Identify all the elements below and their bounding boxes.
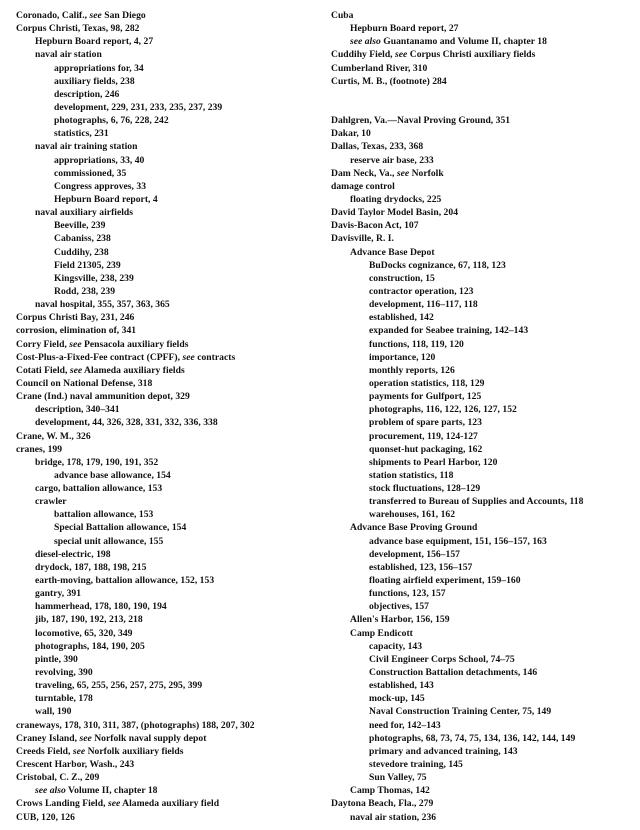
entry-text: established, 142: [369, 312, 434, 324]
entry-text: Curtis, M. B., (footnote) 284: [331, 75, 447, 87]
entry-text: operation statistics, 118, 129: [369, 377, 485, 389]
index-subentry: [16, 679, 316, 692]
index-subentry: [331, 574, 636, 587]
entry-text: construction, 15: [369, 272, 435, 284]
index-subentry: [331, 482, 636, 495]
index-subentry: [331, 285, 636, 298]
index-subentry: [16, 574, 316, 587]
index-subentry: [16, 561, 316, 574]
entry-text: Cabaniss, 238: [54, 233, 111, 245]
index-column-left: [16, 9, 316, 824]
entry-text: Cristobal, C. Z., 209: [16, 772, 100, 784]
entry-text: drydock, 187, 188, 198, 215: [35, 561, 147, 573]
entry-text: functions, 123, 157: [369, 588, 446, 600]
entry-text: floating drydocks, 225: [350, 193, 442, 205]
index-subentry: [331, 364, 636, 377]
index-subentry: [331, 692, 636, 705]
entry-text: cargo, battalion allowance, 153: [35, 483, 163, 495]
index-subentry: [331, 653, 636, 666]
entry-text: procurement, 119, 124-127: [369, 430, 478, 442]
entry-text: Hepburn Board report, 4: [54, 193, 158, 205]
entry-text: objectives, 157: [369, 601, 429, 613]
entry-text: Naval Construction Training Center, 75, 149: [369, 706, 552, 718]
index-entry: [16, 390, 316, 403]
index-entry: [331, 127, 636, 140]
index-subentry: [16, 613, 316, 626]
index-subentry: [331, 640, 636, 653]
index-entry: [331, 62, 636, 75]
entry-text: problem of spare parts, 123: [369, 417, 482, 429]
entry-text: craneways, 178, 310, 311, 387, (photographs) 188, 207, 302: [16, 719, 255, 731]
entry-text: advance base allowance, 154: [54, 469, 171, 481]
index-subentry: [331, 535, 636, 548]
index-subentry: [16, 548, 316, 561]
index-subentry: [16, 521, 316, 534]
index-subentry: [331, 430, 636, 443]
entry-text: jib, 187, 190, 192, 213, 218: [35, 614, 143, 626]
index-spacer: [331, 101, 636, 114]
index-entry: [16, 719, 316, 732]
entry-text: Norfolk auxiliary fields: [85, 745, 184, 757]
index-subentry: [16, 495, 316, 508]
index-subentry: [16, 259, 316, 272]
entry-text: traveling, 65, 255, 256, 257, 275, 295, 399: [35, 680, 203, 692]
entry-text: diesel-electric, 198: [35, 548, 111, 560]
entry-text: gantry, 391: [35, 588, 82, 600]
index-entry: [16, 324, 316, 337]
entry-text: functions, 118, 119, 120: [369, 338, 464, 350]
index-subentry: [331, 613, 636, 626]
entry-text: Guantanamo and Volume II, chapter 18: [380, 36, 547, 48]
index-subentry: [16, 180, 316, 193]
entry-text: hammerhead, 178, 180, 190, 194: [35, 601, 167, 613]
index-subentry: [16, 232, 316, 245]
index-subentry: [331, 561, 636, 574]
cross-reference-term: see also: [350, 36, 381, 48]
cross-reference-term: see: [72, 745, 86, 757]
index-entry: [16, 430, 316, 443]
index-subentry: [331, 705, 636, 718]
index-subentry: [16, 508, 316, 521]
entry-text: Camp Endicott: [350, 627, 413, 639]
entry-text: Corpus Christi, Texas, 98, 282: [16, 23, 140, 35]
cross-reference-term: see: [79, 732, 92, 744]
index-spacer: [331, 88, 636, 101]
entry-text: development, 229, 231, 233, 235, 237, 239: [54, 101, 223, 113]
index-subentry: [16, 653, 316, 666]
entry-text: Beeville, 239: [54, 220, 106, 232]
index-subentry: [16, 640, 316, 653]
index-entry: [16, 311, 316, 324]
index-subentry: [16, 48, 316, 61]
index-column-right: [331, 9, 636, 824]
index-subentry: [16, 114, 316, 127]
index-entry: [331, 180, 636, 193]
entry-text: photographs, 6, 76, 228, 242: [54, 115, 169, 127]
index-subentry: [16, 469, 316, 482]
index-subentry: [331, 246, 636, 259]
entry-text: photographs, 184, 190, 205: [35, 640, 145, 652]
index-subentry: [331, 351, 636, 364]
entry-text: Camp Thomas, 142: [350, 785, 430, 797]
index-subentry: [331, 403, 636, 416]
index-subentry: [331, 548, 636, 561]
entry-text: contractor operation, 123: [369, 285, 474, 297]
entry-text: Kingsville, 238, 239: [54, 272, 134, 284]
entry-text: damage control: [331, 180, 395, 192]
entry-text: special unit allowance, 155: [54, 535, 164, 547]
entry-text: advance base equipment, 151, 156–157, 163: [369, 535, 547, 547]
index-subentry: [16, 416, 316, 429]
entry-text: naval auxiliary airfields: [35, 207, 134, 219]
index-subentry: [331, 745, 636, 758]
index-subentry: [16, 784, 316, 797]
index-entry: [16, 811, 316, 824]
entry-text: turntable, 178: [35, 693, 93, 705]
entry-text: commissioned, 35: [54, 167, 127, 179]
entry-text: appropriations, 33, 40: [54, 154, 145, 166]
entry-text: need for, 142–143: [369, 719, 441, 731]
index-subentry: [331, 679, 636, 692]
entry-text: established, 123, 156–157: [369, 561, 473, 573]
index-subentry: [16, 692, 316, 705]
index-entry: [16, 771, 316, 784]
index-subentry: [331, 784, 636, 797]
index-subentry: [16, 403, 316, 416]
index-subentry: [16, 482, 316, 495]
entry-text: appropriations for, 34: [54, 62, 144, 74]
index-subentry: [331, 732, 636, 745]
index-subentry: [331, 416, 636, 429]
index-subentry: [16, 627, 316, 640]
index-subentry: [16, 35, 316, 48]
index-entry: [16, 22, 316, 35]
entry-text: Cumberland River, 310: [331, 62, 428, 74]
entry-text: description, 340–341: [35, 404, 120, 416]
entry-text: contracts: [194, 351, 236, 363]
entry-text: naval air training station: [35, 141, 138, 153]
index-subentry: [16, 206, 316, 219]
entry-text: Dam Neck, Va.,: [331, 167, 397, 179]
index-subentry: [16, 154, 316, 167]
entry-text: stock fluctuations, 128–129: [369, 483, 481, 495]
index-subentry: [331, 600, 636, 613]
entry-text: Hepburn Board report, 4, 27: [35, 36, 154, 48]
index-entry: [331, 9, 636, 22]
index-entry: [331, 206, 636, 219]
index-subentry: [331, 154, 636, 167]
index-subentry: [16, 705, 316, 718]
cross-reference-term: see: [182, 351, 195, 363]
index-entry: [16, 364, 316, 377]
entry-text: battalion allowance, 153: [54, 509, 154, 521]
index-subentry: [331, 259, 636, 272]
entry-text: Norfolk naval supply depot: [91, 732, 207, 744]
index-subentry: [331, 811, 636, 824]
index-subentry: [16, 219, 316, 232]
index-subentry: [331, 443, 636, 456]
index-entry: [16, 797, 316, 810]
cross-reference-term: see: [395, 49, 408, 61]
index-subentry: [16, 298, 316, 311]
index-entry: [16, 758, 316, 771]
index-subentry: [331, 298, 636, 311]
entry-text: naval air station: [35, 49, 102, 61]
index-subentry: [331, 508, 636, 521]
entry-text: development, 116–117, 118: [369, 299, 478, 311]
entry-text: importance, 120: [369, 351, 436, 363]
entry-text: statistics, 231: [54, 128, 109, 140]
entry-text: CUB, 120, 126: [16, 811, 75, 823]
cross-reference-term: see: [69, 338, 82, 350]
entry-text: Pensacola auxiliary fields: [81, 338, 189, 350]
entry-text: Norfolk: [409, 167, 444, 179]
index-subentry: [16, 246, 316, 259]
entry-text: Crows Landing Field,: [16, 798, 108, 810]
entry-text: cranes, 199: [16, 443, 63, 455]
entry-text: Advance Base Proving Ground: [350, 522, 478, 534]
entry-text: Crane, W. M., 326: [16, 430, 91, 442]
entry-text: Congress approves, 33: [54, 180, 147, 192]
index-entry: [331, 48, 636, 61]
index-subentry: [331, 338, 636, 351]
entry-text: primary and advanced training, 143: [369, 745, 518, 757]
index-subentry: [331, 35, 636, 48]
entry-text: payments for Gulfport, 125: [369, 391, 482, 403]
index-entry: [331, 114, 636, 127]
index-subentry: [16, 587, 316, 600]
cross-reference-term: see: [396, 167, 410, 179]
index-entry: [331, 167, 636, 180]
index-subentry: [331, 771, 636, 784]
entry-text: Davisville, R. I.: [331, 233, 394, 245]
cross-reference-term: see: [107, 798, 121, 810]
index-subentry: [331, 377, 636, 390]
index-subentry: [16, 535, 316, 548]
index-entry: [16, 732, 316, 745]
entry-text: crawler: [35, 496, 67, 508]
entry-text: Rodd, 238, 239: [54, 285, 116, 297]
index-subentry: [16, 285, 316, 298]
entry-text: earth-moving, battalion allowance, 152, 153: [35, 575, 215, 587]
index-subentry: [16, 666, 316, 679]
entry-text: transferred to Bureau of Supplies and Accounts, 118: [369, 496, 584, 508]
entry-text: Corpus Christi Bay, 231, 246: [16, 312, 135, 324]
index-subentry: [16, 193, 316, 206]
index-subentry: [331, 521, 636, 534]
entry-text: Hepburn Board report, 27: [350, 23, 459, 35]
entry-text: Volume II, chapter 18: [65, 785, 158, 797]
entry-text: David Taylor Model Basin, 204: [331, 207, 459, 219]
entry-text: pintle, 390: [35, 653, 78, 665]
entry-text: auxiliary fields, 238: [54, 75, 135, 87]
index-subentry: [331, 22, 636, 35]
entry-text: Allen's Harbor, 156, 159: [350, 614, 450, 626]
entry-text: bridge, 178, 179, 190, 191, 352: [35, 456, 159, 468]
entry-text: corrosion, elimination of, 341: [16, 325, 137, 337]
entry-text: mock-up, 145: [369, 693, 425, 705]
index-subentry: [331, 719, 636, 732]
index-subentry: [331, 193, 636, 206]
index-subentry: [331, 758, 636, 771]
entry-text: station statistics, 118: [369, 469, 454, 481]
index-subentry: [331, 627, 636, 640]
index-entry: [331, 75, 636, 88]
index-subentry: [331, 272, 636, 285]
entry-text: Crane (Ind.) naval ammunition depot, 329: [16, 391, 190, 403]
index-subentry: [331, 666, 636, 679]
entry-text: established, 143: [369, 680, 434, 692]
cross-reference-term: see also: [35, 785, 66, 797]
index-subentry: [16, 62, 316, 75]
entry-text: Council on National Defense, 318: [16, 377, 153, 389]
entry-text: development, 156–157: [369, 548, 461, 560]
entry-text: Dahlgren, Va.—Naval Proving Ground, 351: [331, 115, 511, 127]
entry-text: reserve air base, 233: [350, 154, 434, 166]
index-subentry: [16, 88, 316, 101]
entry-text: Davis-Bacon Act, 107: [331, 220, 419, 232]
entry-text: photographs, 68, 73, 74, 75, 134, 136, 142, 144, 149: [369, 732, 576, 744]
entry-text: naval air station, 236: [350, 811, 437, 823]
entry-text: revolving, 390: [35, 667, 93, 679]
entry-text: Cuddihy, 238: [54, 246, 109, 258]
entry-text: San Diego: [101, 10, 146, 21]
index-subentry: [16, 600, 316, 613]
entry-text: monthly reports, 126: [369, 364, 455, 376]
entry-text: naval hospital, 355, 357, 363, 365: [35, 299, 170, 311]
index-subentry: [16, 127, 316, 140]
index-entry: [16, 377, 316, 390]
entry-text: Construction Battalion detachments, 146: [369, 667, 538, 679]
index-subentry: [16, 456, 316, 469]
entry-text: Field 21305, 239: [54, 259, 121, 271]
entry-text: Civil Engineer Corps School, 74–75: [369, 653, 515, 665]
index-subentry: [331, 390, 636, 403]
entry-text: Creeds Field,: [16, 745, 73, 757]
index-entry: [331, 140, 636, 153]
index-subentry: [331, 469, 636, 482]
entry-text: Craney Island,: [16, 732, 80, 744]
index-entry: [16, 443, 316, 456]
entry-text: capacity, 143: [369, 640, 423, 652]
entry-text: Cuba: [331, 10, 354, 21]
entry-text: Dakar, 10: [331, 128, 371, 140]
entry-text: photographs, 116, 122, 126, 127, 152: [369, 404, 517, 416]
entry-text: stevedore training, 145: [369, 759, 463, 771]
index-subentry: [16, 140, 316, 153]
entry-text: Cuddihy Field,: [331, 49, 396, 61]
entry-text: Corpus Christi auxiliary fields: [407, 49, 536, 61]
entry-text: Cotati Field,: [16, 364, 70, 376]
entry-text: description, 246: [54, 88, 120, 100]
entry-text: expanded for Seabee training, 142–143: [369, 325, 529, 337]
entry-text: warehouses, 161, 162: [369, 509, 456, 521]
index-entry: [331, 232, 636, 245]
index-entry: [331, 219, 636, 232]
entry-text: quonset-hut packaging, 162: [369, 443, 483, 455]
index-subentry: [16, 272, 316, 285]
entry-text: Advance Base Depot: [350, 246, 435, 258]
entry-text: wall, 190: [35, 706, 72, 718]
entry-text: BuDocks cognizance, 67, 118, 123: [369, 259, 506, 271]
entry-text: Crescent Harbor, Wash., 243: [16, 759, 135, 771]
entry-text: Cost-Plus-a-Fixed-Fee contract (CPFF),: [16, 351, 183, 363]
cross-reference-term: see: [69, 364, 83, 376]
index-subentry: [331, 495, 636, 508]
index-entry: [331, 797, 636, 810]
index-subentry: [331, 324, 636, 337]
entry-text: floating airfield experiment, 159–160: [369, 575, 521, 587]
index-subentry: [331, 311, 636, 324]
entry-text: Coronado, Calif.,: [16, 10, 90, 21]
index-subentry: [16, 167, 316, 180]
entry-text: Alameda auxiliary field: [120, 798, 220, 810]
entry-text: locomotive, 65, 320, 349: [35, 627, 133, 639]
entry-text: Sun Valley, 75: [369, 772, 427, 784]
index-subentry: [16, 75, 316, 88]
index-entry: [16, 351, 316, 364]
cross-reference-term: see: [89, 10, 102, 21]
entry-text: Special Battalion allowance, 154: [54, 522, 187, 534]
entry-text: Corry Field,: [16, 338, 70, 350]
entry-text: shipments to Pearl Harbor, 120: [369, 456, 498, 468]
index-subentry: [331, 587, 636, 600]
entry-text: development, 44, 326, 328, 331, 332, 336, 338: [35, 417, 218, 429]
entry-text: Dallas, Texas, 233, 368: [331, 141, 424, 153]
index-subentry: [331, 456, 636, 469]
index-entry: [16, 338, 316, 351]
index-entry: [16, 9, 316, 22]
entry-text: Daytona Beach, Fla., 279: [331, 798, 434, 810]
entry-text: Alameda auxiliary fields: [82, 364, 185, 376]
index-entry: [16, 745, 316, 758]
index-subentry: [16, 101, 316, 114]
